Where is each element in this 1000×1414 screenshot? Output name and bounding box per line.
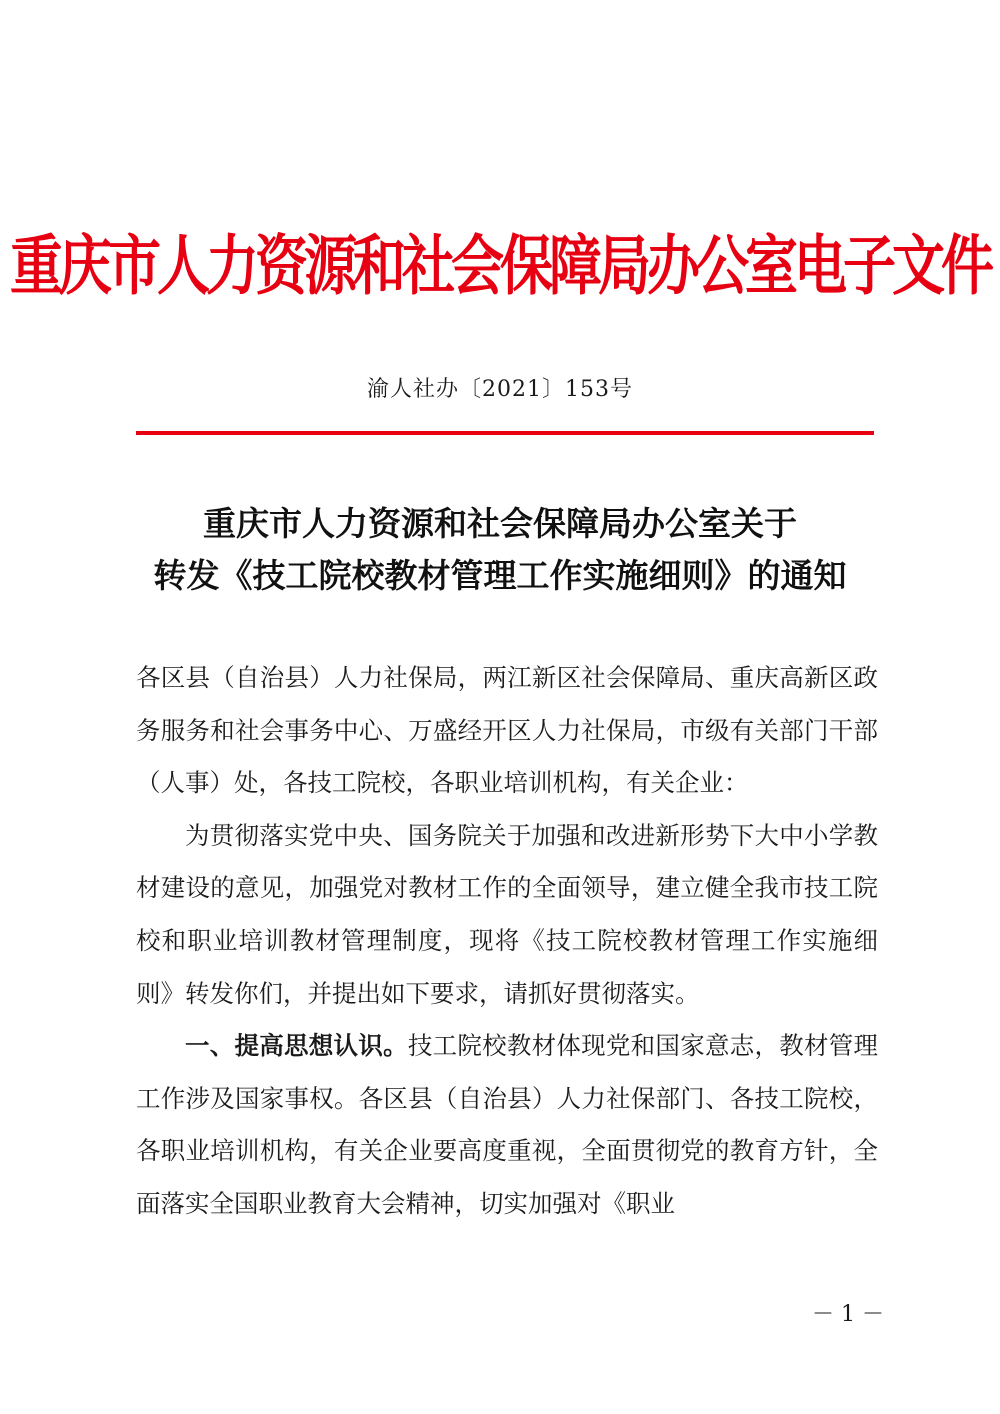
document-number: 渝人社办〔2021〕153号 bbox=[367, 377, 633, 402]
page-number: － 1 － bbox=[812, 1302, 884, 1327]
intro-paragraph: 为贯彻落实党中央、国务院关于加强和改进新形势下大中小学教材建设的意见，加强党对教材工作的全面领导，建立健全我市技工院校和职业培训教材管理制度，现将《技工院校教材管理工作实施细则》转发你们，并提出如下要求，请抓好贯彻落实。 bbox=[136, 820, 878, 1008]
section-1-paragraph bbox=[136, 1020, 878, 1230]
red-divider bbox=[136, 431, 874, 435]
notice-title-line-1: 重庆市人力资源和社会保障局办公室关于 bbox=[203, 504, 797, 543]
notice-title-line-2: 转发《技工院校教材管理工作实施细则》的通知 bbox=[153, 556, 847, 595]
section-1-heading: 一、提高思想认识。 bbox=[185, 1031, 408, 1061]
addressee-paragraph: 各区县（自治县）人力社保局，两江新区社会保障局、重庆高新区政务服务和社会事务中心、万盛经开区人力社保局，市级有关部门干部（人事）处，各技工院校，各职业培训机构，有关企业： bbox=[136, 663, 878, 798]
section-1-text: 技工院校教材体现党和国家意志，教材管理工作涉及国家事权。各区县（自治县）人力社保部门、各技工院校，各职业培训机构，有关企业要高度重视，全面贯彻党的教育方针，全面落实全国职业教育大会精神，切实加强对《职业 bbox=[136, 1031, 879, 1218]
masthead: 重庆市人力资源和社会保障局办公室电子文件 bbox=[10, 229, 990, 304]
notice-body bbox=[136, 652, 878, 1231]
